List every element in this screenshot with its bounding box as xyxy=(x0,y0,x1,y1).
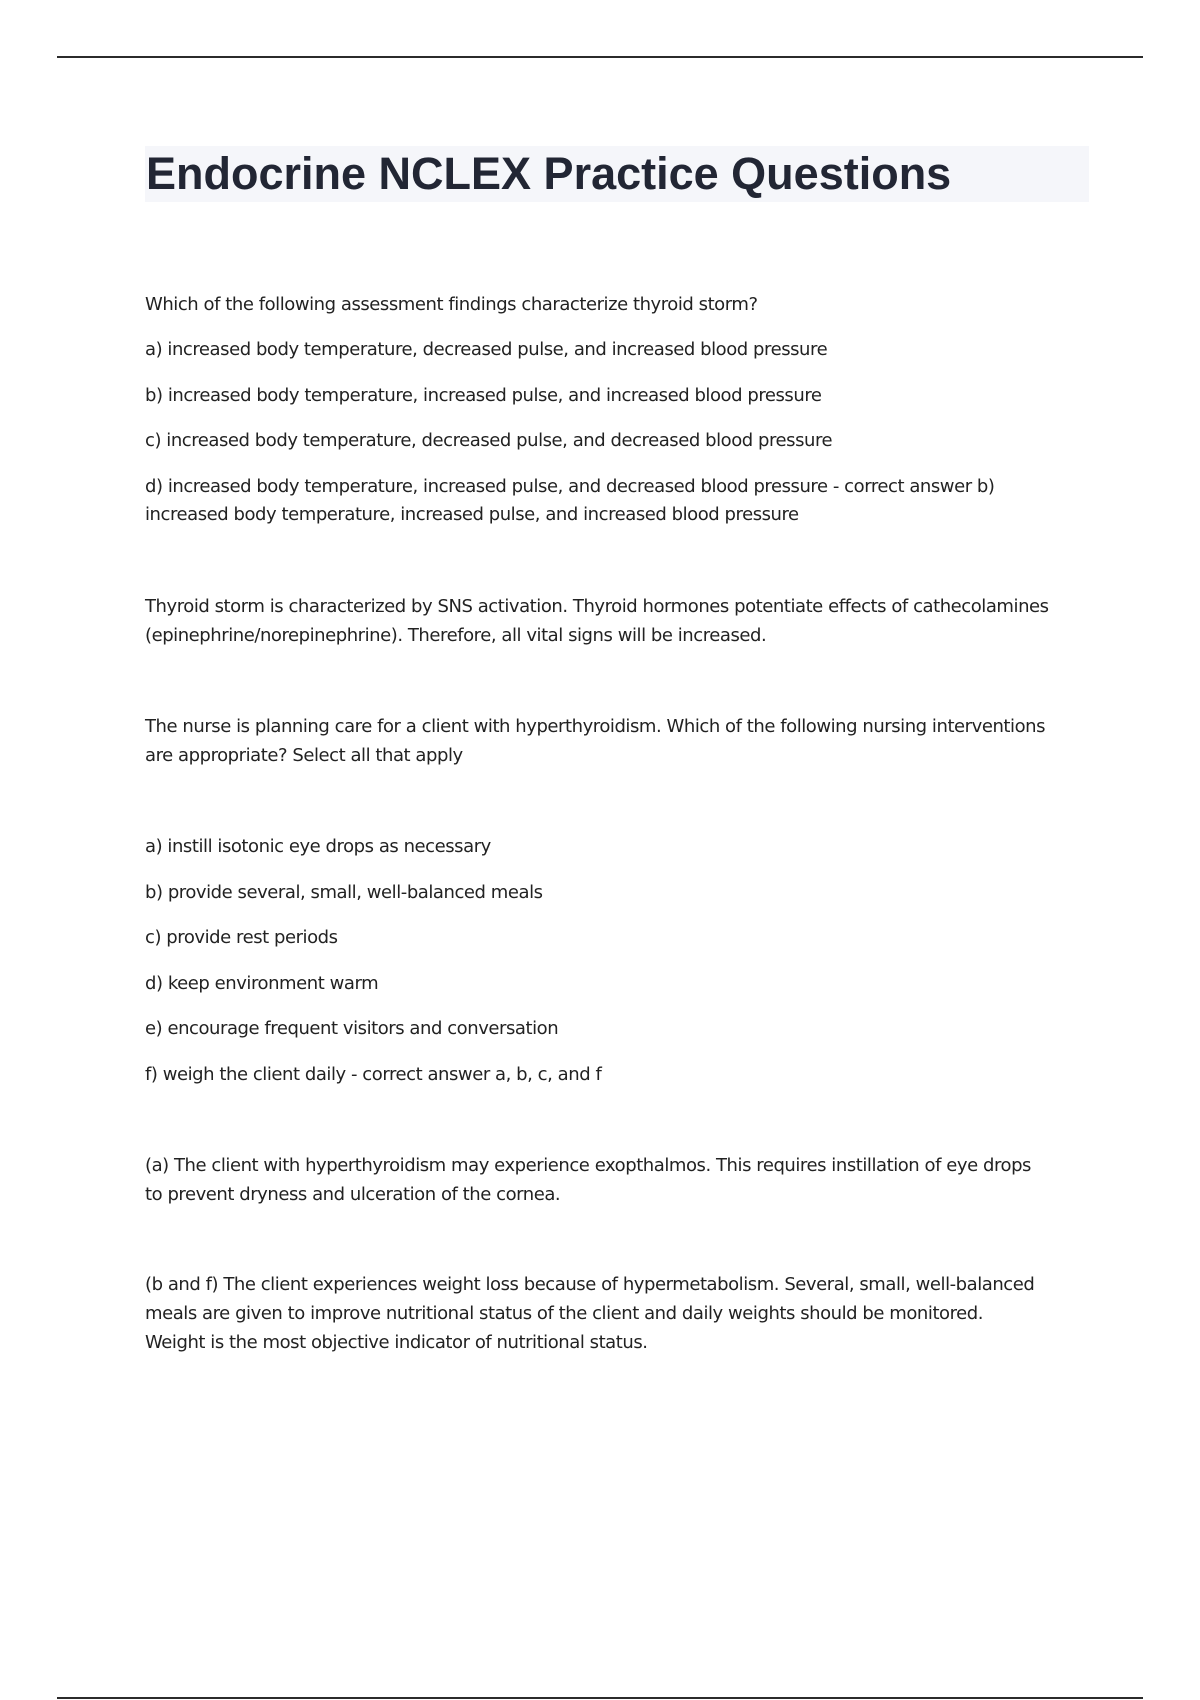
question-1-option-c: c) increased body temperature, decreased pulse, and decreased blood pressure xyxy=(145,430,833,451)
document-title: Endocrine NCLEX Practice Questions xyxy=(146,148,952,199)
question-1-rationale-continued: (epinephrine/norepinephrine). Therefore, all vital signs will be increased. xyxy=(145,625,767,646)
question-2-stem-continued: are appropriate? Select all that apply xyxy=(145,745,463,766)
question-2-option-f: f) weigh the client daily - correct answer a, b, c, and f xyxy=(145,1064,602,1085)
top-rule xyxy=(57,56,1143,58)
question-1-option-d: d) increased body temperature, increased pulse, and decreased blood pressure - correct answer b) xyxy=(145,476,995,497)
question-1-stem: Which of the following assessment findings characterize thyroid storm? xyxy=(145,294,758,315)
question-2-rationale-a-continued: to prevent dryness and ulceration of the cornea. xyxy=(145,1184,561,1205)
question-2-stem: The nurse is planning care for a client with hyperthyroidism. Which of the following nursing interventions xyxy=(145,716,1046,737)
question-1-rationale: Thyroid storm is characterized by SNS activation. Thyroid hormones potentiate effects of cathecolamines xyxy=(145,596,1049,617)
question-1-option-b: b) increased body temperature, increased pulse, and increased blood pressure xyxy=(145,385,822,406)
question-2-option-b: b) provide several, small, well-balanced meals xyxy=(145,882,543,903)
bottom-rule xyxy=(57,1697,1143,1699)
question-2-rationale-a: (a) The client with hyperthyroidism may experience exopthalmos. This requires instillation of eye drops xyxy=(145,1155,1031,1176)
question-2-option-a: a) instill isotonic eye drops as necessary xyxy=(145,836,491,857)
question-2-rationale-bf-end: Weight is the most objective indicator of nutritional status. xyxy=(145,1332,648,1353)
question-2-rationale-bf-continued: meals are given to improve nutritional status of the client and daily weights should be monitored. xyxy=(145,1303,984,1324)
question-1-option-a: a) increased body temperature, decreased pulse, and increased blood pressure xyxy=(145,339,828,360)
question-2-option-d: d) keep environment warm xyxy=(145,973,379,994)
question-1-answer-continued: increased body temperature, increased pulse, and increased blood pressure xyxy=(145,504,799,525)
question-2-rationale-bf: (b and f) The client experiences weight loss because of hypermetabolism. Several, small, well-balanced xyxy=(145,1274,1035,1295)
question-2-option-c: c) provide rest periods xyxy=(145,927,338,948)
question-2-option-e: e) encourage frequent visitors and conversation xyxy=(145,1018,559,1039)
